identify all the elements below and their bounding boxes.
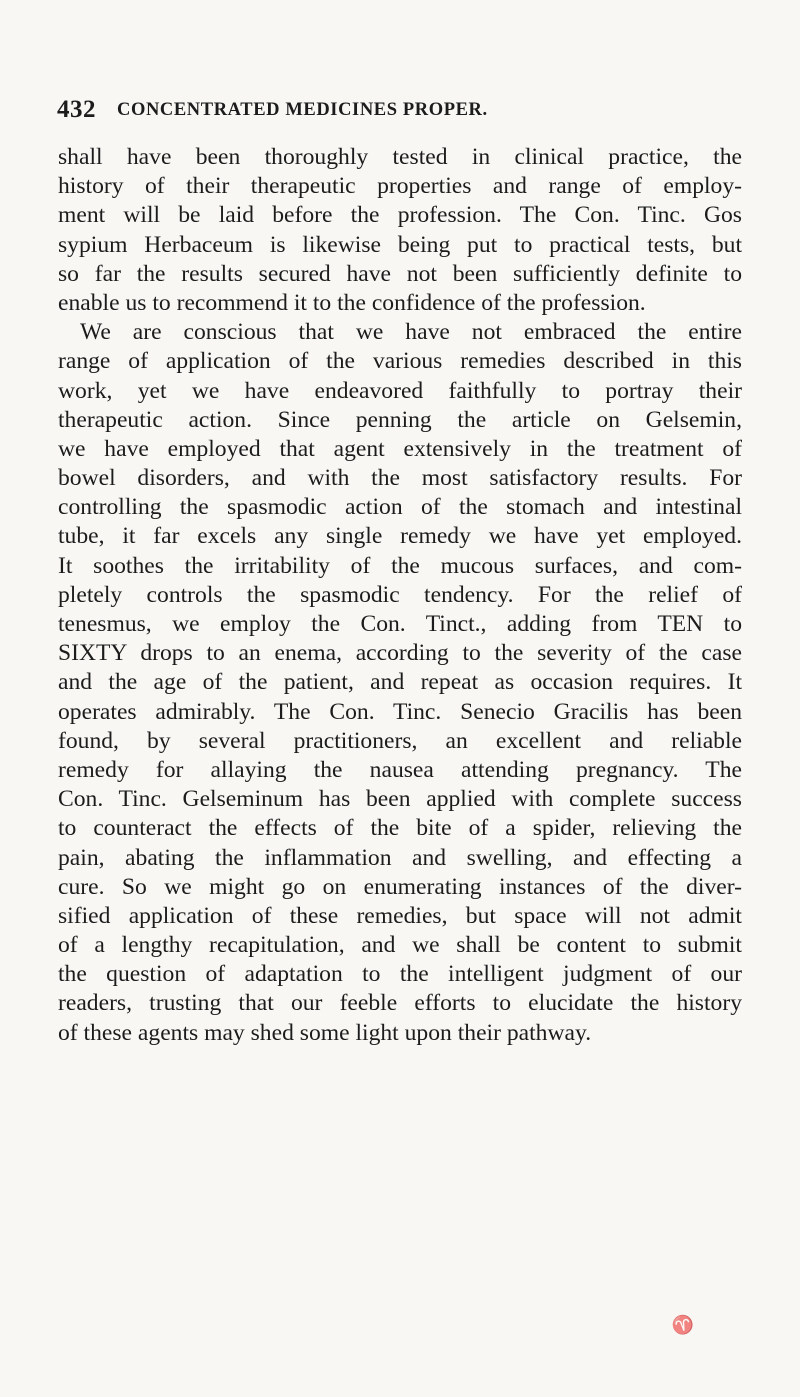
- text-line: sified application of these remedies, but space will not admit: [58, 902, 742, 929]
- text-line: It soothes the irritability of the mucous surfaces, and com-: [58, 552, 742, 579]
- text-line: history of their therapeutic properties and range of employ-: [58, 173, 742, 200]
- text-line: SIXTY drops to an enema, according to the severity of the case: [58, 640, 742, 667]
- text-line: shall have been thoroughly tested in clinical practice, the: [58, 144, 742, 170]
- text-line: We are conscious that we have not embraced the entire: [80, 319, 742, 346]
- text-line: controlling the spasmodic action of the stomach and intestinal: [58, 494, 742, 521]
- text-line: enable us to recommend it to the confidence of the profession.: [58, 289, 646, 316]
- running-header: [57, 96, 757, 130]
- text-line: to counteract the effects of the bite of a spider, relieving the: [58, 815, 742, 842]
- running-title: CONCENTRATED MEDICINES PROPER.: [117, 100, 488, 120]
- text-line: so far the results secured have not been sufficiently definite to: [58, 260, 742, 287]
- text-line: Con. Tinc. Gelseminum has been applied with complete success: [58, 786, 742, 813]
- text-line: bowel disorders, and with the most satisfactory results. For: [58, 465, 742, 492]
- page-number: 432: [57, 96, 96, 123]
- text-line: tube, it far excels any single remedy we have yet employed.: [58, 523, 742, 550]
- text-line: sypium Herbaceum is likewise being put to practical tests, but: [58, 231, 742, 258]
- text-line: we have employed that agent extensively in the treatment of: [58, 435, 742, 462]
- text-line: work, yet we have endeavored faithfully to portray their: [58, 377, 742, 404]
- text-line: of a lengthy recapitulation, and we shall be content to submit: [58, 932, 742, 959]
- text-line: operates admirably. The Con. Tinc. Senecio Gracilis has been: [58, 698, 742, 725]
- text-line: cure. So we might go on enumerating instances of the diver-: [58, 873, 742, 900]
- footer-mark: ♈: [670, 1312, 697, 1339]
- text-line: of these agents may shed some light upon their pathway.: [58, 1019, 592, 1046]
- text-line: range of application of the various remedies described in this: [58, 348, 742, 375]
- text-line: readers, trusting that our feeble efforts to elucidate the history: [58, 990, 742, 1017]
- text-line: tenesmus, we employ the Con. Tinct., adding from TEN to: [58, 611, 742, 637]
- text-line: and the age of the patient, and repeat as occasion requires. It: [58, 669, 742, 696]
- body-paragraph: [58, 143, 742, 1048]
- text-line: remedy for allaying the nausea attending pregnancy. The: [58, 756, 742, 783]
- text-line: found, by several practitioners, an excellent and reliable: [58, 727, 742, 754]
- text-line: pain, abating the inflammation and swelling, and effecting a: [58, 844, 742, 871]
- text-line: the question of adaptation to the intelligent judgment of our: [58, 961, 742, 988]
- text-line: ment will be laid before the profession. The Con. Tinc. Gos: [58, 202, 742, 229]
- text-line: pletely controls the spasmodic tendency. For the relief of: [58, 581, 742, 608]
- text-line: therapeutic action. Since penning the article on Gelsemin,: [58, 406, 742, 433]
